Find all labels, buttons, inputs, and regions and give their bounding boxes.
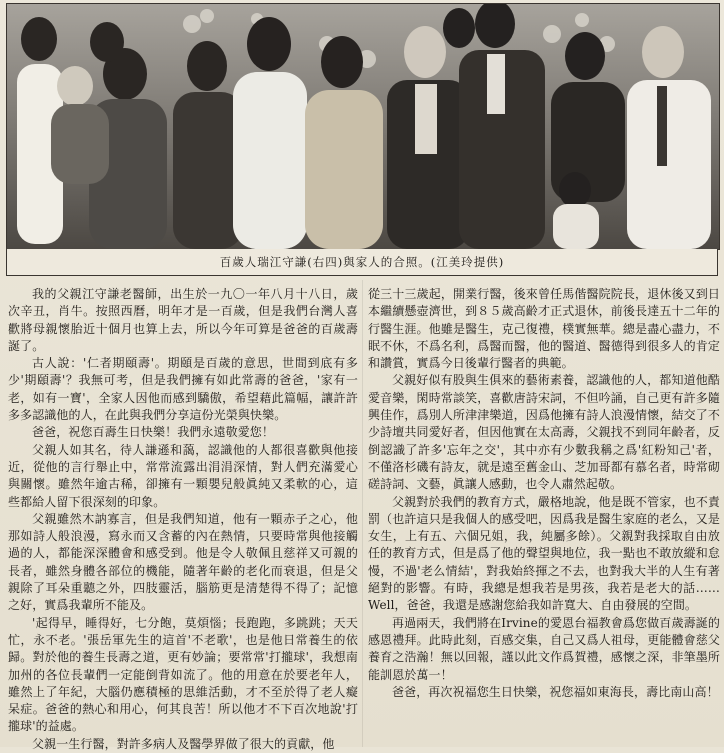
paragraph: 父親人如其名，待人謙遜和藹，認識他的人都很喜歡與他接近，從他的言行舉止中，常常流露出涓涓深情，對人們充滿愛心與關懷。雖然年逾古稀，卻擁有一顆嬰兒般眞純又柔軟的心，這些都給人留下很深刻的印象。 <box>8 442 358 509</box>
paragraph: 爸爸，祝您百壽生日快樂！我們永遠敬愛您！ <box>32 425 275 440</box>
photo-illustration <box>7 4 719 249</box>
family-group-photo <box>6 3 720 250</box>
paragraph: 我的父親江守謙老醫師，出生於一九〇一年八月十八日，歲次辛丑，肖牛。按照西曆，明年才是一百歲，但是我們台灣人喜歡將母親懷胎近十個月也算上去，所以今年可算是爸爸的百歲壽誕了。 <box>8 287 358 353</box>
paragraph: 父親雖然木訥寡言，但是我們知道，他有一顆赤子之心，他那如詩人般浪漫，寫永而又含蓄的內在熱情，只要時常與他接觸過的人，都能深深體會和感受到。他是令人敬佩且慈祥又可親的長者，雖然身體各部位的機能，隨著年齡的老化而衰退，但是父親除了耳朵重聽之外，四肢靈活，腦筋更是清楚得不得了；記憶之好，實爲我輩所不能及。 <box>8 511 358 613</box>
paragraph: 父親一生行醫，對許多病人及醫學界做了很大的貢獻，他 <box>32 736 335 751</box>
paragraph-continued: 從三十三歲起，開業行醫，後來曾任馬偕醫院院長，退休後又到日本繼續懸壺濟世，到８５歲高齡才正式退休，前後長達五十二年的行醫生涯。他雖是醫生，克己復禮，樸實無華。總是盡心盡力，不眠不休，不爲名利，爲醫而醫，他的醫道、醫德得到很多人的肯定和讚賞，實爲今日後輩行醫者的典範。 <box>368 287 720 371</box>
column-fold-line <box>362 280 363 747</box>
paragraph: 父親好似有股與生俱來的藝術素養，認識他的人，都知道他酷愛音樂，閑時常談笑，喜歡唐詩宋詞，不但吟誦，自己更有許多隨興佳作，爲別人所津津樂道，因爲他擁有詩人浪漫情懷，結交了不少詩壇共同愛好者，但因他實在太高壽，父親找不到同年齡者，反倒認識了許多'忘年之交'，其中亦有少數我稱之爲'紅粉知己'者，不僅洛杉磯有詩友，就是遠至舊金山、芝加哥都有慕名者，時常砌磋詩詞、文藝，眞讓人感動，也令人肅然起敬。 <box>368 373 720 492</box>
paragraph: 再過兩天，我們將在Irvine的愛恩台福教會爲您做百歲壽誕的感恩禮拜。此時此刻，百感交集，自己又爲人祖母，更能體會慈父養育之浩瀚！無以回報，謹以此文作爲賀禮，感懷之深，非筆墨所能訓恩於萬一！ <box>368 615 720 682</box>
paragraph: 父親對於我們的教育方式，嚴格地說，他是既不管家，也不責罰（也許這只是我個人的感受吧，因爲我是醫生家庭的老么，又是女生，上有五、六個兄姐，我，純屬多餘）。父親對我採取自由放任的教育方式，但是爲了他的聲望與地位，我一點也不敢放縱和怠慢，不過'老么情結'，對我始終揮之不去，也對我大半的人生有著絕對的影響。有時，我總是想我若是男孩，我若是老大的話……Well，爸爸，我還是感謝您給我如許寬大、自由發展的空間。 <box>368 494 720 613</box>
photo-caption: 百歲人瑞江守謙(右四)與家人的合照。(江美玲提供) <box>6 249 718 276</box>
article-right-column <box>368 286 720 701</box>
paragraph: '起得早，睡得好，七分飽，莫煩惱；長跑跑，多跳跳；天天忙，永不老。'張岳軍先生的這首'不老歌'，也是他日常養生的依歸。對於他的養生長壽之道，更有妙論；要常常'打攏球'，我想南加州的各位長輩們一定能倒背如流了。他的用意在於要老年人，雖然上了年紀，大腦仍應積極的思維活動，才不至於得了老人癡呆症。爸爸的熱心和用心，何其良苦！所以他才不下百次地說'打攏球'的益處。 <box>8 615 358 734</box>
article-left-column <box>8 286 358 753</box>
paragraph: 古人說：'仁者期頤壽'。期頤是百歲的意思，世間到底有多少'期頤壽'？我無可考，但是我們擁有如此常壽的爸爸，'家有一老，如有一寶'，全家人因他而感到驕傲，希望藉此篇幅，讓許許多多認識他的人，在此與我們分享這份光榮與快樂。 <box>8 356 358 423</box>
paragraph: 爸爸，再次祝福您生日快樂，祝您福如東海長，壽比南山高！ <box>392 684 719 699</box>
